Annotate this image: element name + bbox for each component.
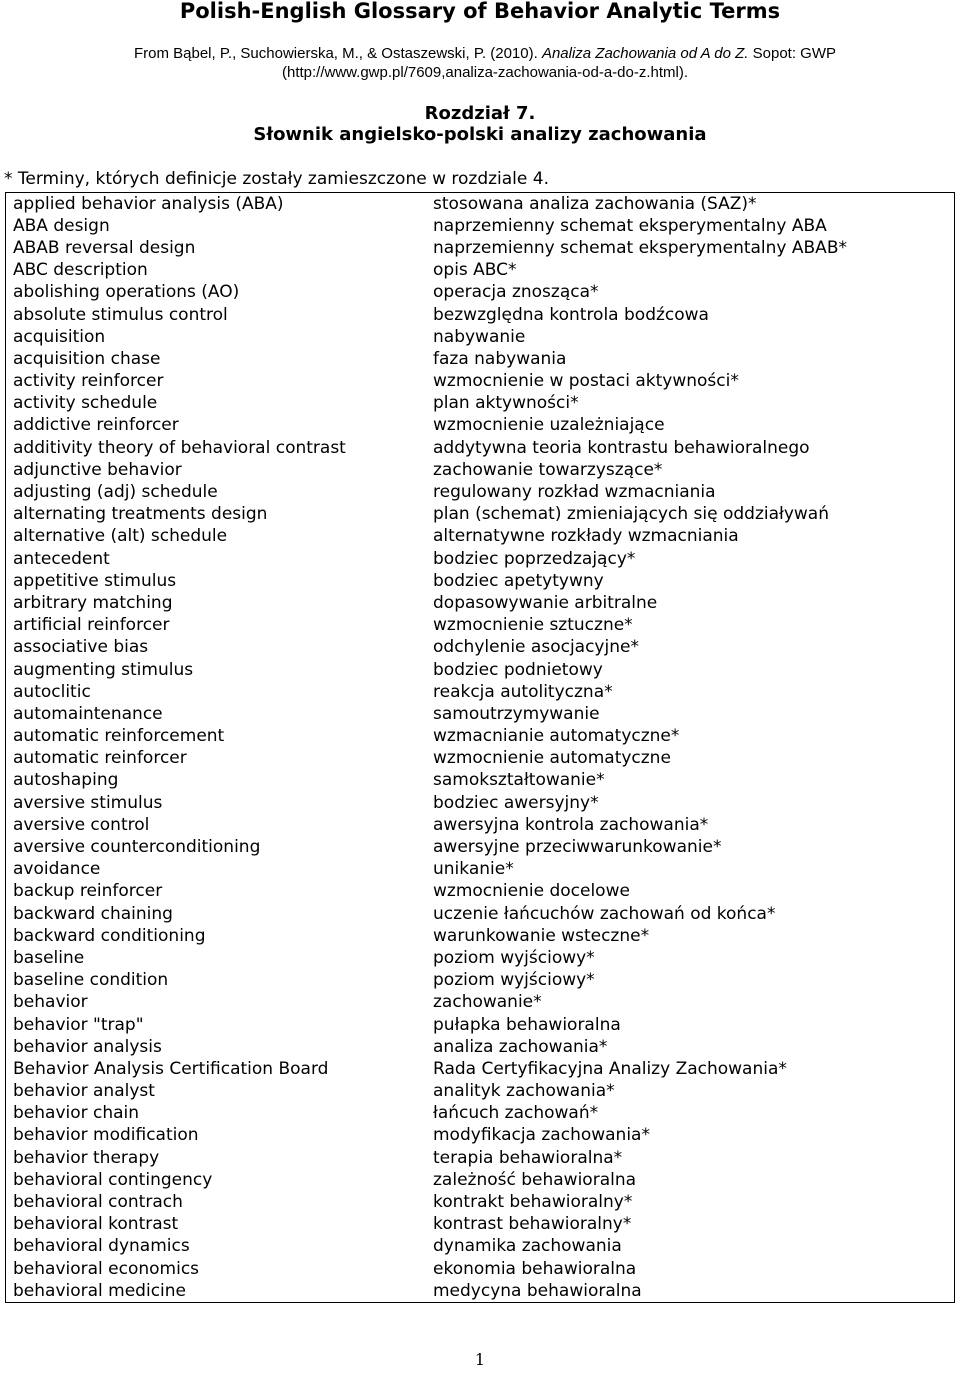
english-term: absolute stimulus control [13, 304, 228, 325]
polish-term: samoutrzymywanie [433, 703, 600, 724]
polish-term: faza nabywania [433, 348, 567, 369]
glossary-row [6, 526, 955, 548]
polish-term: bodziec podnietowy [433, 659, 603, 680]
glossary-table [5, 192, 955, 1303]
glossary-row [6, 637, 955, 659]
polish-term: wzmocnienie uzależniające [433, 415, 665, 436]
english-term: behavioral kontrast [13, 1214, 179, 1235]
english-term: behavior chain [13, 1103, 140, 1124]
glossary-row [6, 1191, 955, 1213]
polish-term: dopasowywanie arbitralne [433, 592, 658, 613]
english-term: adjunctive behavior [13, 459, 182, 480]
english-term: activity schedule [13, 393, 158, 414]
polish-term: regulowany rozkład wzmacniania [433, 482, 716, 503]
glossary-row [6, 792, 955, 814]
polish-term: zależność behawioralna [433, 1169, 637, 1190]
english-term: ABAB reversal design [13, 237, 196, 258]
glossary-row [6, 1103, 955, 1125]
glossary-row [6, 592, 955, 614]
glossary-row [6, 1014, 955, 1036]
glossary-row [6, 1280, 955, 1303]
polish-term: bodziec poprzedzający* [433, 548, 636, 569]
polish-term: addytywna teoria kontrastu behawioralnego [433, 437, 810, 458]
polish-term: wzmocnienie sztuczne* [433, 615, 633, 636]
glossary-row [6, 836, 955, 858]
polish-term: terapia behawioralna* [433, 1147, 623, 1168]
glossary-row [6, 859, 955, 881]
polish-term: medycyna behawioralna [433, 1280, 642, 1301]
english-term: appetitive stimulus [13, 570, 177, 591]
english-term: automatic reinforcer [13, 748, 187, 769]
glossary-row [6, 371, 955, 393]
polish-term: uczenie łańcuchów zachowań od końca* [433, 903, 776, 924]
glossary-row [6, 504, 955, 526]
english-term: activity reinforcer [13, 371, 164, 392]
glossary-row [6, 925, 955, 947]
glossary-row [6, 326, 955, 348]
english-term: backup reinforcer [13, 881, 163, 902]
polish-term: wzmocnienie automatyczne [433, 748, 671, 769]
polish-term: plan aktywności* [433, 393, 579, 414]
english-term: behavioral contrach [13, 1192, 183, 1213]
polish-term: wzmocnienie w postaci aktywności* [433, 371, 739, 392]
glossary-row [6, 992, 955, 1014]
polish-term: analityk zachowania* [433, 1081, 615, 1102]
english-term: associative bias [13, 637, 149, 658]
polish-term: stosowana analiza zachowania (SAZ)* [433, 193, 757, 214]
english-term: abolishing operations (AO) [13, 282, 240, 303]
citation-prefix: From Bąbel, P., Suchowierska, M., & Ostaszewski, P. (2010). [133, 45, 538, 62]
english-term: behavior analysis [13, 1036, 162, 1057]
polish-term: wzmocnienie docelowe [433, 881, 630, 902]
english-term: aversive control [13, 814, 150, 835]
polish-term: analiza zachowania* [433, 1036, 608, 1057]
polish-term: odchylenie asocjacyjne* [433, 637, 639, 658]
glossary-row [6, 1058, 955, 1080]
glossary-row [6, 970, 955, 992]
glossary-row [6, 348, 955, 370]
glossary-row [6, 193, 955, 216]
polish-term: opis ABC* [433, 260, 517, 281]
glossary-row [6, 570, 955, 592]
glossary-row [6, 459, 955, 481]
glossary-row [6, 703, 955, 725]
english-term: backward chaining [13, 903, 173, 924]
english-term: applied behavior analysis (ABA) [13, 193, 284, 214]
glossary-row [6, 681, 955, 703]
english-term: ABC description [13, 260, 148, 281]
glossary-row [6, 814, 955, 836]
glossary-row [6, 548, 955, 570]
glossary-row [6, 881, 955, 903]
english-term: behavior "trap" [13, 1014, 144, 1035]
english-term: baseline [13, 947, 85, 968]
glossary-row [6, 415, 955, 437]
polish-term: modyfikacja zachowania* [433, 1125, 650, 1146]
glossary-row [6, 615, 955, 637]
glossary-row [6, 726, 955, 748]
polish-term: Rada Certyfikacyjna Analizy Zachowania* [433, 1058, 787, 1079]
english-term: autoclitic [13, 681, 91, 702]
polish-term: wzmacnianie automatyczne* [433, 726, 680, 747]
english-term: acquisition chase [13, 348, 161, 369]
english-term: autoshaping [13, 770, 119, 791]
glossary-row [6, 770, 955, 792]
glossary-row [6, 304, 955, 326]
polish-term: alternatywne rozkłady wzmacniania [433, 526, 739, 547]
english-term: acquisition [13, 326, 106, 347]
polish-term: poziom wyjściowy* [433, 947, 595, 968]
glossary-row [6, 903, 955, 925]
english-term: alternative (alt) schedule [13, 526, 228, 547]
polish-term: kontrast behawioralny* [433, 1214, 632, 1235]
polish-term: ekonomia behawioralna [433, 1258, 637, 1279]
english-term: behavior [13, 992, 88, 1013]
polish-term: poziom wyjściowy* [433, 970, 595, 991]
polish-term: naprzemienny schemat eksperymentalny ABA [433, 215, 827, 236]
chapter-number: Rozdział 7. [424, 103, 536, 124]
glossary-row [6, 1125, 955, 1147]
glossary-row [6, 1147, 955, 1169]
glossary-row [6, 947, 955, 969]
polish-term: operacja znosząca* [433, 282, 599, 303]
english-term: backward conditioning [13, 925, 206, 946]
english-term: Behavior Analysis Certification Board [13, 1058, 329, 1079]
glossary-row [6, 1036, 955, 1058]
english-term: avoidance [13, 859, 101, 880]
glossary-row [6, 282, 955, 304]
glossary-row [6, 1169, 955, 1191]
polish-term: bodziec apetytywny [433, 570, 604, 591]
english-term: behavior therapy [13, 1147, 160, 1168]
english-term: aversive stimulus [13, 792, 163, 813]
glossary-row [6, 393, 955, 415]
english-term: baseline condition [13, 970, 169, 991]
english-term: addictive reinforcer [13, 415, 179, 436]
polish-term: zachowanie towarzyszące* [433, 459, 663, 480]
page-title: Polish-English Glossary of Behavior Analytic Terms [179, 0, 781, 23]
polish-term: unikanie* [433, 859, 514, 880]
glossary-row [6, 481, 955, 503]
polish-term: bezwzględna kontrola bodźcowa [433, 304, 709, 325]
page-number: 1 [474, 1350, 486, 1369]
english-term: behavioral dynamics [13, 1236, 190, 1257]
polish-term: samokształtowanie* [433, 770, 605, 791]
glossary-row [6, 260, 955, 282]
english-term: antecedent [13, 548, 110, 569]
english-term: behavioral contingency [13, 1169, 213, 1190]
english-term: augmenting stimulus [13, 659, 194, 680]
glossary-row [6, 1214, 955, 1236]
english-term: artificial reinforcer [13, 615, 170, 636]
glossary-row [6, 215, 955, 237]
polish-term: awersyjne przeciwwarunkowanie* [433, 837, 722, 858]
glossary-body [6, 193, 955, 1303]
english-term: automatic reinforcement [13, 726, 225, 747]
polish-term: reakcja autolityczna* [433, 681, 613, 702]
glossary-row [6, 237, 955, 259]
glossary-row [6, 659, 955, 681]
polish-term: dynamika zachowania [433, 1236, 622, 1257]
polish-term: awersyjna kontrola zachowania* [433, 814, 709, 835]
polish-term: bodziec awersyjny* [433, 792, 599, 813]
glossary-row [6, 748, 955, 770]
chapter-title: Słownik angielsko-polski analizy zachowania [253, 124, 707, 145]
english-term: behavioral economics [13, 1258, 200, 1279]
english-term: additivity theory of behavioral contrast [13, 437, 346, 458]
polish-term: warunkowanie wsteczne* [433, 925, 650, 946]
english-term: behavior analyst [13, 1081, 155, 1102]
english-term: arbitrary matching [13, 592, 173, 613]
citation [90, 44, 880, 82]
english-term: alternating treatments design [13, 504, 268, 525]
polish-term: kontrakt behawioralny* [433, 1192, 633, 1213]
definitions-note: * Terminy, których definicje zostały zamieszczone w rozdziale 4. [4, 169, 549, 189]
english-term: aversive counterconditioning [13, 837, 261, 858]
english-term: behavioral medicine [13, 1280, 186, 1301]
polish-term: naprzemienny schemat eksperymentalny ABAB* [433, 237, 847, 258]
english-term: ABA design [13, 215, 110, 236]
glossary-row [6, 437, 955, 459]
glossary-row [6, 1258, 955, 1280]
polish-term: pułapka behawioralna [433, 1014, 621, 1035]
glossary-row [6, 1081, 955, 1103]
english-term: automaintenance [13, 703, 163, 724]
citation-book-title: Analiza Zachowania od A do Z. [541, 45, 749, 62]
polish-term: łańcuch zachowań* [433, 1103, 599, 1124]
english-term: behavior modification [13, 1125, 199, 1146]
polish-term: nabywanie [433, 326, 526, 347]
polish-term: zachowanie* [433, 992, 542, 1013]
english-term: adjusting (adj) schedule [13, 482, 218, 503]
glossary-row [6, 1236, 955, 1258]
polish-term: plan (schemat) zmieniających się oddziaływań [433, 504, 829, 525]
citation-suffix: Sopot: GWP (http://www.gwp.pl/7609,analiza-zachowania-od-a-do-z.html). [281, 45, 836, 81]
